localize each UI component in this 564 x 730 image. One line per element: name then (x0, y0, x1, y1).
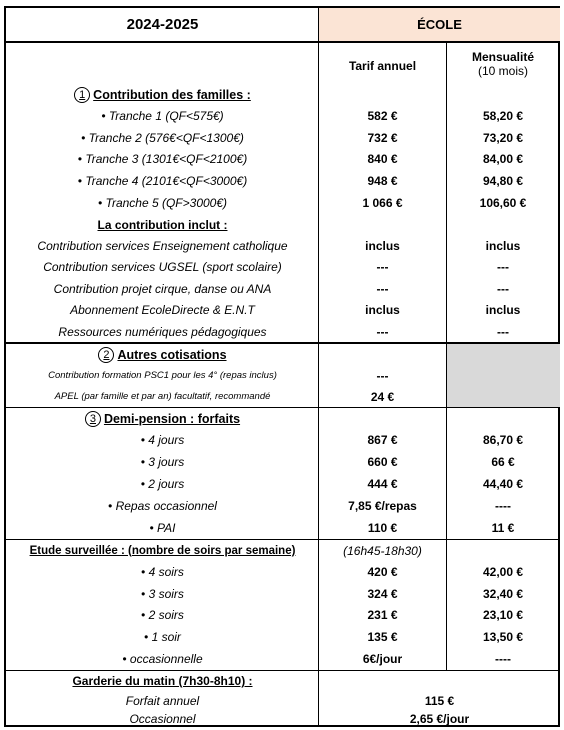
annual-fee-value: 324 € (367, 586, 398, 601)
section2-title-text: Autres cotisations (117, 347, 227, 362)
etude-title-row (6, 540, 558, 561)
row-label: • 3 jours (140, 455, 185, 469)
monthly-fee-value: 23,10 € (482, 608, 524, 623)
monthly-fee-value: 84,00 € (482, 152, 524, 167)
monthly-fee-note: (10 mois) (477, 64, 528, 78)
annual-fee-value: 840 € (367, 152, 398, 167)
table-row (6, 149, 558, 171)
row-label: • 4 soirs (141, 564, 184, 579)
monthly-fee-value: 86,70 € (482, 433, 524, 447)
annual-fee-value: 6€/jour (362, 652, 403, 667)
annual-fee-value: --- (376, 324, 389, 339)
table-row (6, 192, 558, 214)
table-row (6, 495, 558, 517)
annual-fee-value: inclus (365, 238, 400, 253)
table-row (6, 517, 558, 539)
table-row (6, 451, 558, 473)
table-row (6, 605, 558, 627)
annual-fee-value: 948 € (367, 174, 398, 189)
table-row (6, 386, 558, 407)
monthly-fee-value: 94,80 € (482, 174, 524, 189)
monthly-fee-value: inclus (485, 238, 521, 253)
annual-fee-value: 420 € (367, 564, 398, 579)
row-label: • Tranche 2 (576€<QF<1300€) (81, 130, 244, 145)
section-number-icon: 1 (74, 87, 90, 103)
row-label: • 4 jours (140, 433, 185, 447)
includes-title: La contribution inclut : (97, 217, 228, 232)
annual-fee-value: 24 € (370, 389, 395, 404)
section3-title-text: Demi-pension : forfaits (103, 411, 241, 426)
annual-fee-value: 1 066 € (362, 196, 403, 211)
row-label: Contribution services Enseignement catholique (37, 238, 288, 253)
row-label: • PAI (149, 521, 176, 535)
row-label: • 2 jours (140, 477, 185, 491)
table-row (6, 127, 558, 149)
monthly-fee-value: 66 € (491, 455, 515, 469)
garderie-title-row (6, 671, 558, 691)
includes-title-row (6, 214, 558, 235)
monthly-fee-header (446, 43, 560, 85)
table-row (6, 429, 558, 451)
tariff-table (4, 6, 560, 727)
row-label: • Tranche 3 (1301€<QF<2100€) (77, 152, 248, 167)
row-label: Forfait annuel (125, 694, 200, 708)
section3-title-row (6, 408, 558, 429)
annual-fee-value: 444 € (367, 477, 398, 491)
garderie-fee-value: 115 € (424, 694, 455, 708)
monthly-fee-value: 73,20 € (482, 130, 524, 145)
table-row (6, 648, 558, 670)
annual-fee-value: --- (376, 281, 389, 296)
annual-fee-value: 867 € (367, 433, 398, 447)
table-row (6, 626, 558, 648)
annual-fee-value: 135 € (367, 630, 398, 645)
table-row (6, 321, 558, 343)
table-row (6, 561, 558, 583)
row-label: • 3 soirs (141, 586, 184, 601)
year-header: 2024-2025 (126, 16, 199, 33)
table-row (6, 583, 558, 605)
section1-title-text: Contribution des familles : (93, 88, 251, 102)
table-row (6, 710, 558, 728)
table-row (6, 105, 558, 127)
row-label: Contribution services UGSEL (sport scolaire) (43, 260, 282, 275)
row-label: • 1 soir (144, 630, 181, 645)
row-label: • Tranche 1 (QF<575€) (101, 108, 224, 123)
garderie-fee-value: 2,65 €/jour (409, 712, 470, 726)
header-row (6, 8, 558, 41)
table-row (6, 235, 558, 257)
monthly-fee-value: 44,40 € (482, 477, 524, 491)
monthly-fee-value: ---- (495, 652, 511, 667)
table-row (6, 257, 558, 279)
row-label: • Repas occasionnel (108, 499, 217, 513)
row-label: • Tranche 5 (QF>3000€) (97, 196, 228, 211)
monthly-fee-value: 106,60 € (479, 196, 527, 211)
row-label: Occasionnel (129, 712, 196, 726)
monthly-fee-value: ---- (495, 499, 511, 513)
garderie-title: Garderie du matin (7h30-8h10) : (72, 674, 253, 688)
table-row (6, 365, 558, 386)
row-label: Ressources numériques pédagogiques (58, 324, 267, 339)
monthly-fee-value: 58,20 € (482, 108, 524, 123)
section-number-icon: 2 (98, 347, 114, 363)
annual-fee-value: --- (376, 368, 389, 383)
annual-fee-header: Tarif annuel (348, 59, 417, 73)
annual-fee-value: 110 € (367, 521, 398, 535)
section-number-icon: 3 (85, 411, 101, 427)
annual-fee-value: inclus (365, 303, 400, 318)
school-header: ÉCOLE (319, 8, 560, 41)
monthly-fee-value: 13,50 € (482, 630, 524, 645)
monthly-fee-value: 42,00 € (482, 564, 524, 579)
table-row (6, 278, 558, 300)
table-row (6, 170, 558, 192)
table-row (6, 692, 558, 710)
etude-title: Etude surveillée : (nombre de soirs par semaine) (29, 544, 296, 557)
annual-fee-value: 582 € (367, 108, 398, 123)
table-row (6, 473, 558, 495)
annual-fee-value: 231 € (367, 608, 398, 623)
monthly-fee-value: --- (497, 324, 509, 339)
row-label: • 2 soirs (141, 608, 184, 623)
monthly-fee-value: 11 € (491, 521, 515, 535)
section1-title (6, 85, 319, 105)
column-header-row (6, 43, 558, 85)
row-label: APEL (par famille et par an) facultatif, recommandé (54, 391, 271, 402)
row-label: • occasionnelle (122, 652, 203, 667)
section1-title-row (6, 85, 558, 105)
section2-title (6, 344, 319, 365)
row-label: Abonnement EcoleDirecte & E.N.T (70, 303, 255, 318)
annual-fee-value: 732 € (367, 130, 398, 145)
annual-fee-value: 7,85 €/repas (348, 499, 417, 513)
monthly-fee-value: --- (497, 260, 509, 275)
row-label: • Tranche 4 (2101€<QF<3000€) (77, 174, 248, 189)
section3-title (6, 408, 319, 429)
row-label: Contribution projet cirque, danse ou ANA (53, 281, 272, 296)
monthly-fee-value: 32,40 € (482, 586, 524, 601)
monthly-fee-label: Mensualité (471, 50, 534, 64)
monthly-fee-value: inclus (485, 303, 521, 318)
etude-hours: (16h45-18h30) (343, 543, 422, 558)
table-row (6, 300, 558, 322)
annual-fee-value: --- (376, 260, 389, 275)
row-label: Contribution formation PSC1 pour les 4° (repas inclus) (48, 370, 277, 381)
annual-fee-value: 660 € (367, 455, 398, 469)
monthly-fee-value: --- (497, 281, 509, 296)
